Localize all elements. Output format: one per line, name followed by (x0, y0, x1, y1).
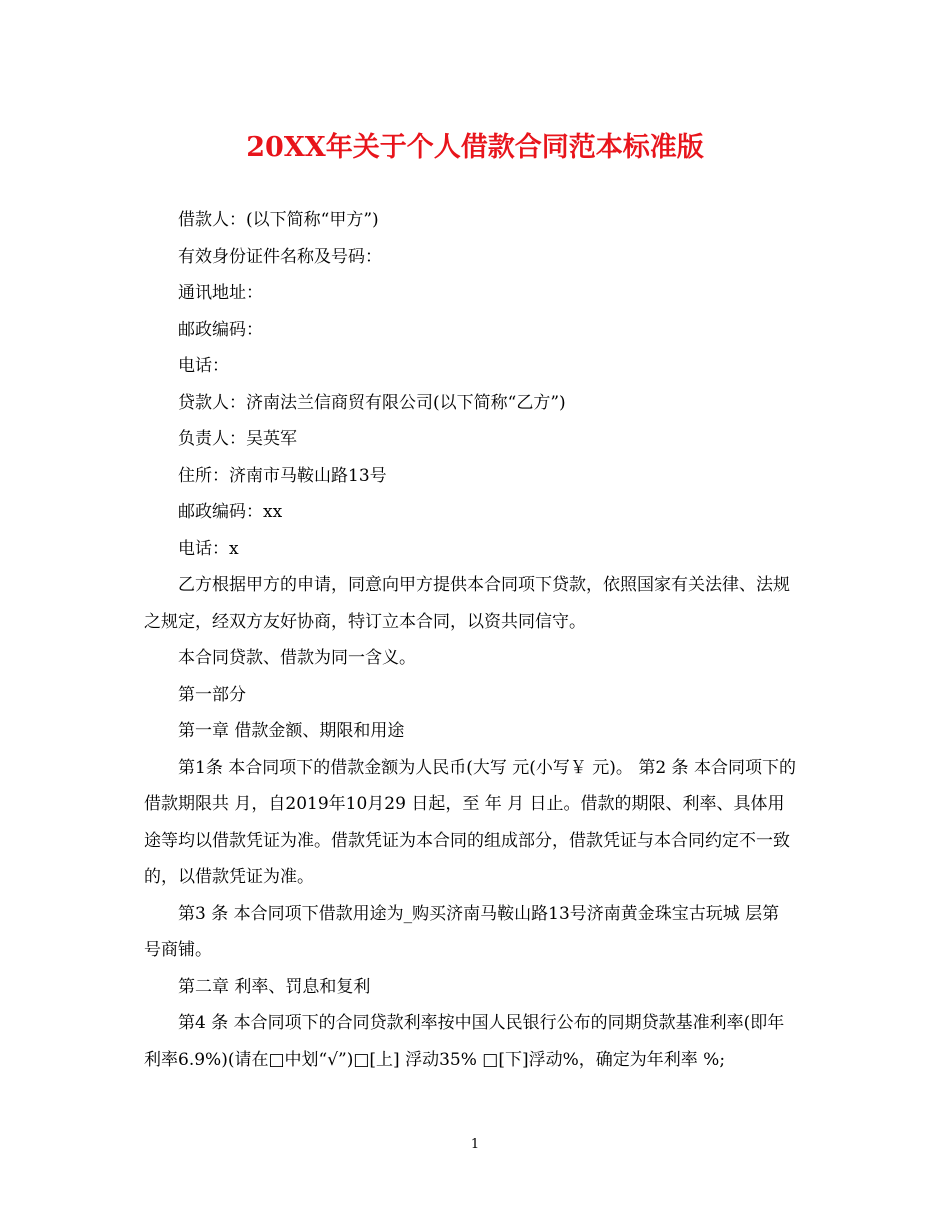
paragraph: 本合同贷款、借款为同一含义。 (178, 648, 416, 668)
paragraph: 乙方根据甲方的申请，同意向甲方提供本合同项下贷款，依照国家有关法律、法规之规定，经双方友好协商，特订立本合同，以资共同信守。 (144, 575, 790, 632)
paragraph: 电话：x (178, 538, 239, 559)
paragraph: 第3 条 本合同项下借款用途为_购买济南马鞍山路13号济南黄金珠宝古玩城 层第 号商铺。 (144, 903, 780, 960)
paragraph: 第一部分 (178, 684, 246, 705)
paragraph: 第二章 利率、罚息和复利 (178, 976, 371, 997)
paragraph: 贷款人：济南法兰信商贸有限公司(以下简称“乙方”) (178, 392, 566, 413)
paragraph: 负责人：吴英军 (178, 429, 297, 449)
paragraph: 借款人：(以下简称“甲方”) (178, 210, 379, 230)
page-number: 1 (470, 1137, 480, 1152)
paragraph: 邮政编码： (178, 319, 263, 340)
paragraph: 第1条 本合同项下的借款金额为人民币(大写 元(小写￥ 元)。 第2 条 本合同项下的借款期限共 月，自2019年10月29 日起，至 年 月 日止。借款的期限、利率、具体用途等均以借款凭证为准。借款凭证为本合同的组成部分，借款凭证与本合同约定不一致的，以借款凭证为准。 (144, 757, 796, 887)
document-body (144, 202, 800, 1078)
paragraph: 第一章 借款金额、期限和用途 (178, 721, 405, 741)
document-title: 20XX年关于个人借款合同范本标准版 (246, 132, 704, 163)
paragraph: 电话： (178, 356, 229, 376)
paragraph: 通讯地址： (178, 283, 263, 303)
paragraph: 第4 条 本合同项下的合同贷款利率按中国人民银行公布的同期贷款基准利率(即年利率6.9%)(请在□中划“√”)□[上] 浮动35% □[下]浮动%，确定为年利率 %; (144, 1013, 785, 1070)
paragraph: 住所：济南市马鞍山路13号 (178, 465, 387, 486)
paragraph: 邮政编码：xx (178, 502, 283, 522)
paragraph: 有效身份证件名称及号码： (178, 246, 382, 267)
